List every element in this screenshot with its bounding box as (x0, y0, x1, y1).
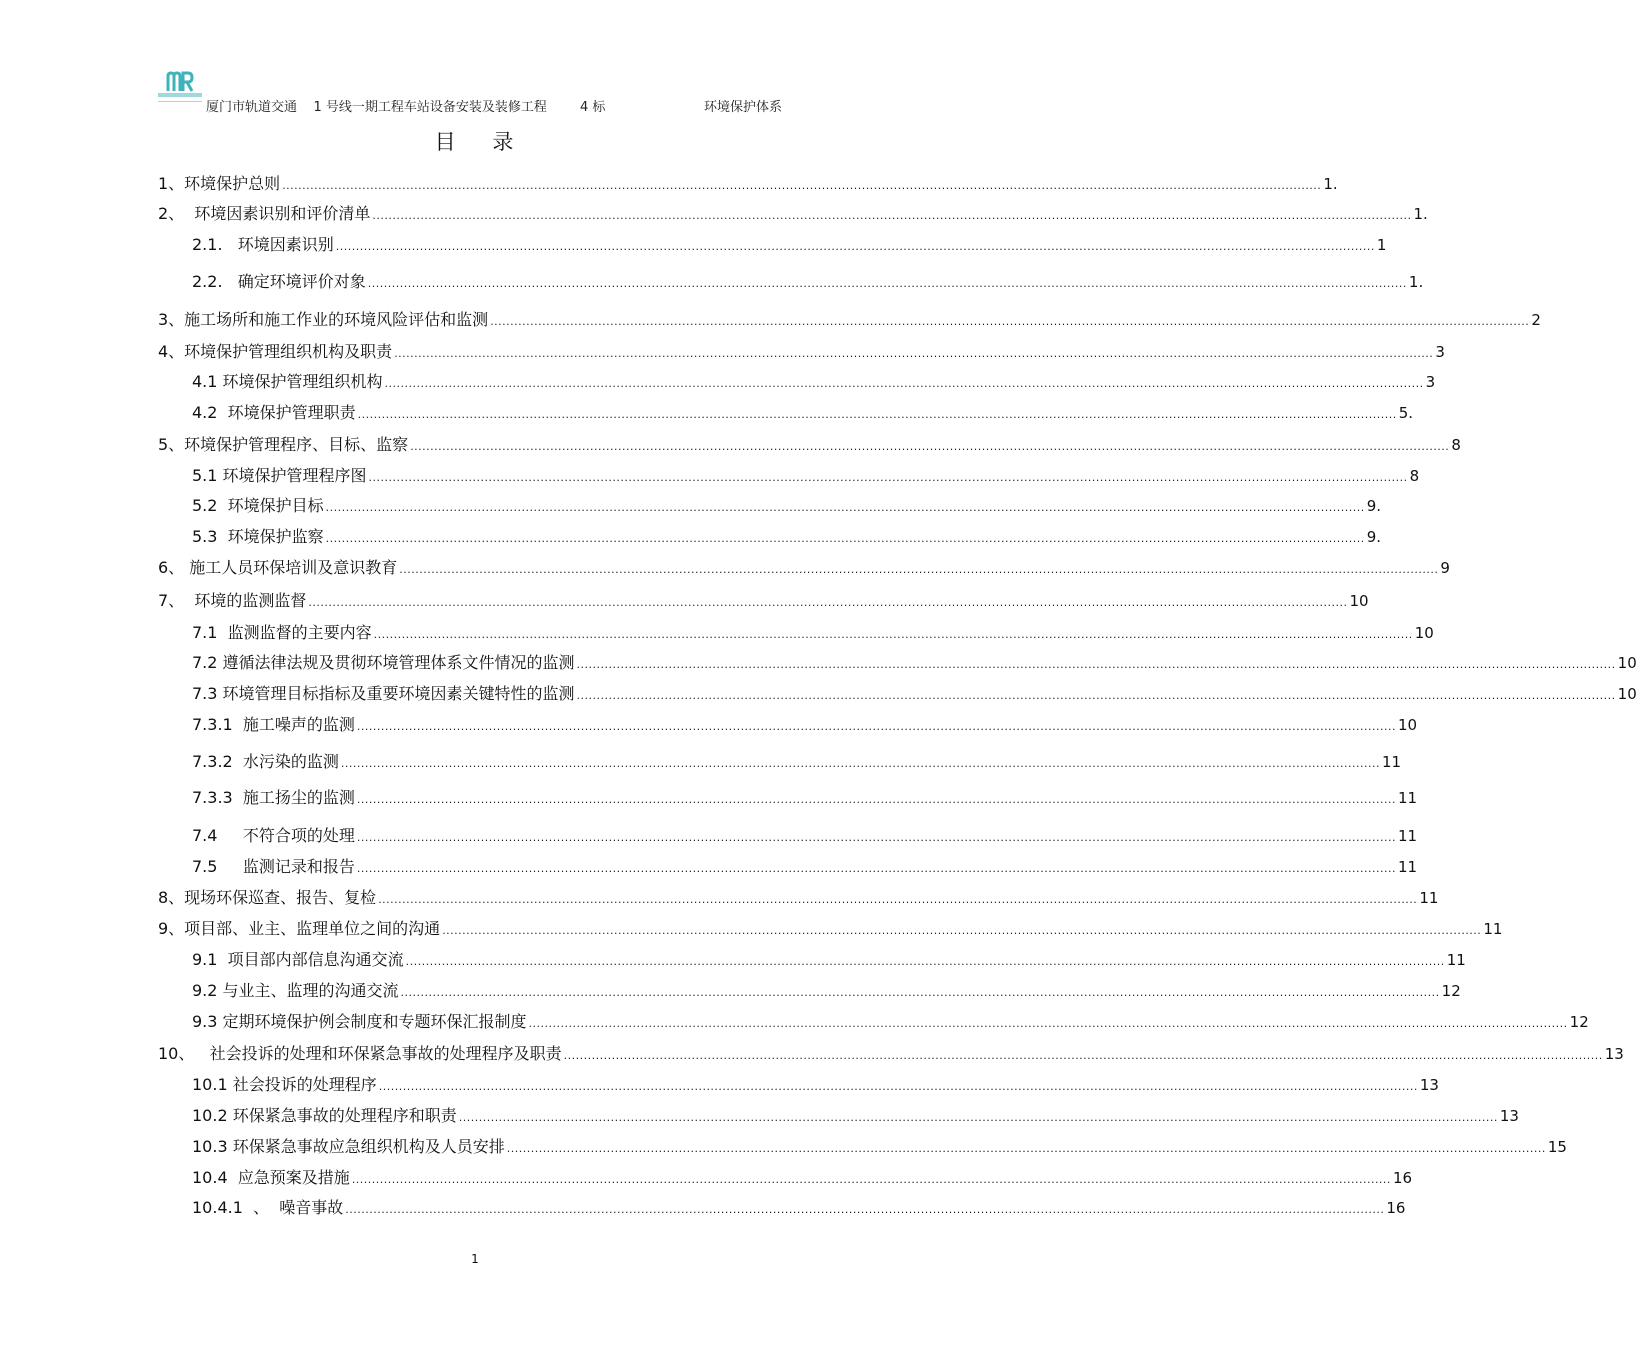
toc-entry-page: 2 (1531, 311, 1541, 329)
toc-dot-leader: .................................................................................................................................................................................................................................................................... (394, 347, 1434, 360)
toc-dot-leader: .................................................................................................................................................................................................................................................................... (563, 1049, 1603, 1062)
toc-dot-leader: .................................................................................................................................................................................................................................................................... (490, 315, 1530, 328)
toc-entry-page: 10 (1617, 654, 1637, 672)
toc-dot-leader: .................................................................................................................................................................................................................................................................... (356, 793, 1397, 806)
toc-entry[interactable] (192, 494, 1382, 518)
toc-entry-title: 10.3 环保紧急事故应急组织机构及人员安排 (192, 1137, 505, 1156)
toc-entry-title: 10.4 应急预案及措施 (192, 1168, 350, 1187)
toc-entry[interactable] (192, 750, 1402, 774)
mr-logo-icon (166, 72, 194, 92)
toc-dot-leader: .................................................................................................................................................................................................................................................................... (368, 471, 1408, 484)
toc-entry[interactable] (192, 824, 1418, 848)
toc-entry-title: 10、 社会投诉的处理和环保紧急事故的处理程序及职责 (158, 1044, 562, 1063)
toc-entry[interactable] (192, 1073, 1439, 1097)
toc-entry-page: 9 (1440, 559, 1450, 577)
toc-entry-title: 9、项目部、业主、监理单位之间的沟通 (158, 919, 441, 938)
toc-entry[interactable] (158, 917, 1503, 941)
toc-entry-page: 12 (1441, 982, 1461, 1000)
toc-dot-leader: .................................................................................................................................................................................................................................................................... (373, 628, 1413, 641)
toc-entry-page: 12 (1569, 1013, 1589, 1031)
toc-entry-title: 10.1 社会投诉的处理程序 (192, 1075, 377, 1094)
header-project-title: 厦门市轨道交通 1 号线一期工程车站设备安装及装修工程 4 标 (206, 100, 606, 115)
toc-entry-page: 10 (1349, 592, 1369, 610)
toc-dot-leader: .................................................................................................................................................................................................................................................................... (282, 179, 1322, 192)
toc-dot-leader: .................................................................................................................................................................................................................................................................... (378, 893, 1418, 906)
toc-entry-page: 1. (1413, 205, 1428, 223)
toc-entry[interactable] (158, 172, 1338, 196)
toc-entry-title: 8、现场环保巡查、报告、复检 (158, 888, 377, 907)
toc-entry-title: 9.3 定期环境保护例会制度和专题环保汇报制度 (192, 1012, 527, 1031)
toc-dot-leader: .................................................................................................................................................................................................................................................................... (325, 532, 1365, 545)
toc-dot-leader: .................................................................................................................................................................................................................................................................... (356, 831, 1397, 844)
toc-entry[interactable] (158, 433, 1461, 457)
toc-dot-leader: .................................................................................................................................................................................................................................................................... (399, 563, 1439, 576)
toc-entry[interactable] (158, 308, 1541, 332)
toc-entry-title: 10.2 环保紧急事故的处理程序和职责 (192, 1106, 457, 1125)
toc-entry-title: 9.1 项目部内部信息沟通交流 (192, 950, 404, 969)
toc-entry-title: 7.5 监测记录和报告 (192, 857, 355, 876)
toc-entry-page: 8 (1409, 467, 1420, 485)
toc-entry-title: 9.2 与业主、监理的沟通交流 (192, 981, 399, 1000)
toc-entry-page: 11 (1398, 827, 1418, 845)
toc-entry[interactable] (192, 621, 1434, 645)
toc-entry-title: 5、环境保护管理程序、目标、监察 (158, 435, 409, 454)
toc-entry-title: 4.2 环境保护管理职责 (192, 403, 356, 422)
toc-entry-page: 8 (1451, 436, 1461, 454)
toc-entry[interactable] (192, 979, 1461, 1003)
toc-entry-page: 3 (1435, 343, 1445, 361)
toc-entry-page: 1. (1323, 175, 1338, 193)
toc-entry[interactable] (192, 1166, 1413, 1190)
toc-entry[interactable] (192, 682, 1637, 706)
toc-entry[interactable] (192, 1010, 1589, 1034)
company-logo (158, 72, 202, 106)
toc-entry-title: 7.3 环境管理目标指标及重要环境因素关键特性的监测 (192, 684, 575, 703)
toc-entry-title: 2.1. 环境因素识别 (192, 235, 334, 254)
toc-entry[interactable] (158, 589, 1369, 613)
toc-dot-leader: .................................................................................................................................................................................................................................................................... (442, 924, 1482, 937)
page-number: 1 (471, 1252, 479, 1266)
toc-dot-leader: .................................................................................................................................................................................................................................................................... (410, 440, 1450, 453)
toc-entry-title: 5.2 环境保护目标 (192, 496, 324, 515)
toc-dot-leader: .................................................................................................................................................................................................................................................................... (372, 209, 1412, 222)
toc-entry-page: 9. (1366, 528, 1382, 546)
toc-entry[interactable] (192, 270, 1424, 294)
toc-entry-title: 7.3.1 施工噪声的监测 (192, 715, 355, 734)
toc-entry-page: 10 (1398, 716, 1418, 734)
toc-entry[interactable] (158, 886, 1439, 910)
toc-entry[interactable] (192, 713, 1418, 737)
toc-entry[interactable] (192, 401, 1414, 425)
toc-entry-page: 15 (1547, 1138, 1567, 1156)
toc-entry-title: 6、 施工人员环保培训及意识教育 (158, 558, 398, 577)
toc-entry-page: 11 (1398, 858, 1418, 876)
toc-dot-leader: .................................................................................................................................................................................................................................................................... (308, 596, 1348, 609)
toc-entry[interactable] (158, 340, 1445, 364)
toc-dot-leader: .................................................................................................................................................................................................................................................................... (335, 240, 1375, 253)
toc-dot-leader: .................................................................................................................................................................................................................................................................... (384, 377, 1424, 390)
toc-entry[interactable] (192, 1104, 1519, 1128)
toc-entry[interactable] (192, 948, 1466, 972)
toc-entry[interactable] (158, 1042, 1624, 1066)
toc-entry[interactable] (192, 1135, 1567, 1159)
toc-dot-leader: .................................................................................................................................................................................................................................................................... (357, 408, 1397, 421)
toc-entry-page: 9. (1366, 497, 1382, 515)
toc-entry[interactable] (158, 202, 1428, 226)
toc-entry-page: 3 (1425, 373, 1436, 391)
toc-dot-leader: .................................................................................................................................................................................................................................................................... (351, 1173, 1391, 1186)
toc-entry-title: 2.2. 确定环境评价对象 (192, 272, 366, 291)
toc-entry-title: 7.3.2 水污染的监测 (192, 752, 339, 771)
toc-entry-title: 7.2 遵循法律法规及贯彻环境管理体系文件情况的监测 (192, 653, 575, 672)
toc-entry-page: 13 (1499, 1107, 1519, 1125)
toc-entry[interactable] (192, 370, 1436, 394)
toc-entry[interactable] (192, 525, 1382, 549)
toc-dot-leader: .................................................................................................................................................................................................................................................................... (400, 986, 1440, 999)
toc-entry-page: 16 (1386, 1199, 1406, 1217)
toc-entry[interactable] (192, 651, 1637, 675)
toc-entry-page: 13 (1604, 1045, 1624, 1063)
toc-entry[interactable] (192, 786, 1418, 810)
toc-entry[interactable] (192, 1196, 1406, 1220)
toc-dot-leader: .................................................................................................................................................................................................................................................................... (528, 1017, 1568, 1030)
toc-entry-page: 1. (1408, 273, 1424, 291)
toc-dot-leader: .................................................................................................................................................................................................................................................................... (378, 1080, 1418, 1093)
toc-dot-leader: .................................................................................................................................................................................................................................................................... (325, 501, 1365, 514)
toc-entry[interactable] (192, 464, 1420, 488)
page-header (158, 72, 798, 118)
toc-entry-page: 10 (1617, 685, 1637, 703)
toc-dot-leader: .................................................................................................................................................................................................................................................................... (405, 955, 1445, 968)
toc-entry-title: 7.3.3 施工扬尘的监测 (192, 788, 355, 807)
header-section-title: 环境保护体系 (703, 100, 782, 115)
toc-entry-title: 4.1 环境保护管理组织机构 (192, 372, 383, 391)
toc-entry-title: 10.4.1 、 噪音事故 (192, 1198, 344, 1217)
toc-entry-title: 5.3 环境保护监察 (192, 527, 324, 546)
toc-dot-leader: .................................................................................................................................................................................................................................................................... (367, 277, 1407, 290)
toc-entry[interactable] (192, 855, 1418, 879)
toc-dot-leader: .................................................................................................................................................................................................................................................................... (458, 1111, 1498, 1124)
toc-entry-page: 11 (1382, 753, 1402, 771)
toc-entry-title: 4、环境保护管理组织机构及职责 (158, 342, 393, 361)
toc-entry-page: 5. (1398, 404, 1414, 422)
toc-entry-title: 1、环境保护总则 (158, 174, 281, 193)
toc-dot-leader: .................................................................................................................................................................................................................................................................... (356, 720, 1397, 733)
toc-entry-page: 11 (1483, 920, 1503, 938)
toc-dot-leader: .................................................................................................................................................................................................................................................................... (576, 689, 1616, 702)
toc-entry-title: 7、 环境的监测监督 (158, 591, 307, 610)
toc-entry-page: 1 (1376, 236, 1387, 254)
toc-entry-title: 7.4 不符合项的处理 (192, 826, 355, 845)
toc-dot-leader: .................................................................................................................................................................................................................................................................... (356, 862, 1397, 875)
toc-dot-leader: .................................................................................................................................................................................................................................................................... (345, 1203, 1385, 1216)
toc-entry-title: 3、施工场所和施工作业的环境风险评估和监测 (158, 310, 489, 329)
toc-title: 目 录 (434, 130, 516, 154)
toc-entry-page: 11 (1398, 789, 1418, 807)
toc-entry-page: 16 (1392, 1169, 1413, 1187)
toc-entry-title: 2、 环境因素识别和评价清单 (158, 204, 371, 223)
toc-entry-title: 7.1 监测监督的主要内容 (192, 623, 372, 642)
toc-entry[interactable] (158, 556, 1450, 580)
toc-dot-leader: .................................................................................................................................................................................................................................................................... (576, 658, 1616, 671)
toc-entry[interactable] (192, 233, 1387, 257)
logo-caption (158, 93, 202, 97)
toc-dot-leader: .................................................................................................................................................................................................................................................................... (506, 1142, 1546, 1155)
toc-dot-leader: .................................................................................................................................................................................................................................................................... (340, 757, 1381, 770)
toc-entry-page: 11 (1446, 951, 1466, 969)
logo-underline (158, 101, 202, 102)
toc-entry-page: 13 (1419, 1076, 1439, 1094)
toc-entry-page: 11 (1419, 889, 1439, 907)
toc-entry-page: 10 (1414, 624, 1434, 642)
toc-entry-title: 5.1 环境保护管理程序图 (192, 466, 367, 485)
